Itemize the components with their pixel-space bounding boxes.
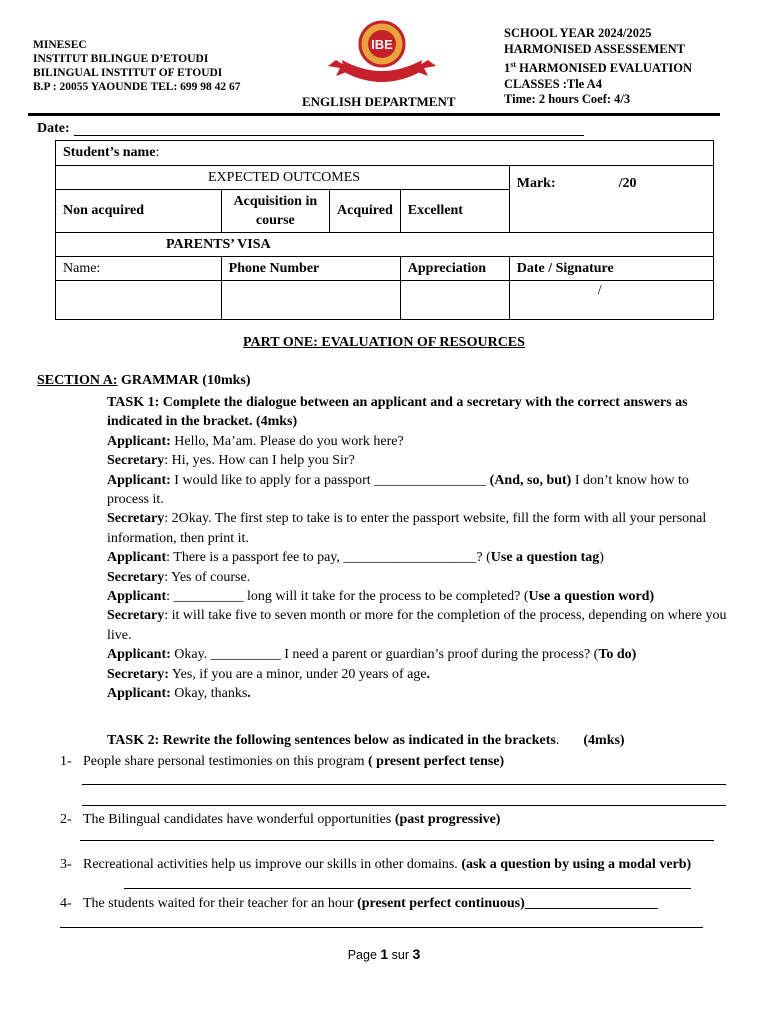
assessment-label: HARMONISED ASSESSEMENT: [504, 41, 685, 56]
dialog-line-8: Secretary: it will take five to seven month or more for the completion of the process, depending on where you live.: [107, 608, 727, 643]
part-one-title: PART ONE: EVALUATION OF RESOURCES: [243, 335, 525, 350]
answer-line-1b[interactable]: [82, 805, 726, 806]
dialog-line-4: Secretary: 2Okay. The first step to take is to enter the passport website, fill the form with all your personal information, then print it.: [107, 511, 707, 546]
page-number: 1: [380, 946, 389, 962]
page-footer: Page 1 sur 3: [347, 946, 421, 962]
institute-en-line: BILINGUAL INSTITUT OF ETOUDI: [33, 67, 223, 79]
answer-line-2[interactable]: [80, 840, 714, 841]
date-line: [74, 135, 584, 136]
evaluation-grid: [55, 140, 714, 320]
parent-name-input[interactable]: [56, 281, 222, 320]
parents-visa-header: PARENTS’ VISA: [56, 233, 714, 257]
task2-item-3: 3- Recreational activities help us improve our skills in other domains. (ask a question by using a modal verb): [60, 857, 692, 872]
appreciation-column-header: Appreciation: [400, 257, 509, 281]
expected-outcomes-header: EXPECTED OUTCOMES: [56, 166, 510, 190]
date-label: Date:: [37, 121, 70, 136]
department-label: ENGLISH DEPARTMENT: [302, 94, 456, 109]
page-total: 3: [412, 946, 421, 962]
task1-title: TASK 1: Complete the dialogue between an applicant and a secretary with the correct answers as indicated in the bracket. (4mks): [107, 395, 688, 430]
dialog-line-3: Applicant: I would like to apply for a passport ________________ (And, so, but) I don’t know how to process it.: [107, 472, 689, 508]
name-column-header: Name:: [56, 257, 222, 281]
dialog-line-11: Applicant: Okay, thanks.: [107, 686, 251, 702]
answer-line-4[interactable]: [60, 927, 703, 928]
dialog-line-1: Applicant: Hello, Ma’am. Please do you work here?: [107, 433, 404, 449]
evaluation-label: 1st HARMONISED EVALUATION: [504, 60, 692, 76]
answer-line-3[interactable]: [124, 888, 691, 889]
parent-date-signature-input[interactable]: /: [509, 281, 713, 320]
date-signature-column-header: Date / Signature: [509, 257, 713, 281]
dialog-line-9: Applicant: Okay. __________ I need a parent or guardian’s proof during the process? (To do): [107, 647, 637, 663]
logo-text: IBE: [371, 37, 393, 52]
institute-fr-line: INSTITUT BILINGUE D’ETOUDI: [33, 53, 209, 65]
classes-label: CLASSES :Tle A4: [504, 76, 602, 91]
student-name-cell[interactable]: Student’s name:: [56, 141, 714, 166]
acquisition-cell: Acquisition in course: [221, 190, 329, 233]
dialog-line-10: Secretary: Yes, if you are a minor, under 20 years of age.: [107, 666, 431, 682]
school-year: SCHOOL YEAR 2024/2025: [504, 26, 652, 40]
task1-block: [107, 393, 727, 704]
task2-item-1: 1- People share personal testimonies on this program ( present perfect tense): [60, 754, 505, 769]
school-logo: [328, 20, 436, 84]
section-a-title: SECTION A: GRAMMAR (10mks): [37, 373, 251, 388]
header-rule: [28, 113, 720, 116]
dialog-line-2: Secretary: Hi, yes. How can I help you Sir?: [107, 453, 355, 469]
ministry-line: MINESEC: [33, 39, 87, 51]
parent-appreciation-input[interactable]: [400, 281, 509, 320]
school-header-right: [504, 26, 692, 108]
acquired-cell: Acquired: [330, 190, 401, 233]
phone-column-header: Phone Number: [221, 257, 400, 281]
task2-title: TASK 2: Rewrite the following sentences below as indicated in the brackets. (4mks): [107, 733, 625, 748]
time-label: Time: 2 hours Coef: 4/3: [504, 92, 631, 107]
task2-item-4: 4- The students waited for their teacher for an hour (present perfect continuous)___________________: [60, 896, 658, 911]
non-acquired-cell: Non acquired: [56, 190, 222, 233]
parent-phone-input[interactable]: [221, 281, 400, 320]
excellent-cell: Excellent: [400, 190, 509, 233]
dialog-line-5: Applicant: There is a passport fee to pay, ___________________? (Use a question tag): [107, 550, 604, 566]
address-line: B.P : 20055 YAOUNDE TEL: 699 98 42 67: [33, 81, 241, 93]
task2-item-2: 2- The Bilingual candidates have wonderful opportunities (past progressive): [60, 812, 501, 827]
school-header-left: [33, 38, 241, 94]
mark-cell[interactable]: Mark: /20: [509, 166, 713, 233]
dialog-line-7: Applicant: __________ long will it take for the process to be completed? (Use a question word): [107, 589, 655, 605]
dialog-line-6: Secretary: Yes of course.: [107, 569, 251, 585]
answer-line-1a[interactable]: [82, 784, 726, 785]
